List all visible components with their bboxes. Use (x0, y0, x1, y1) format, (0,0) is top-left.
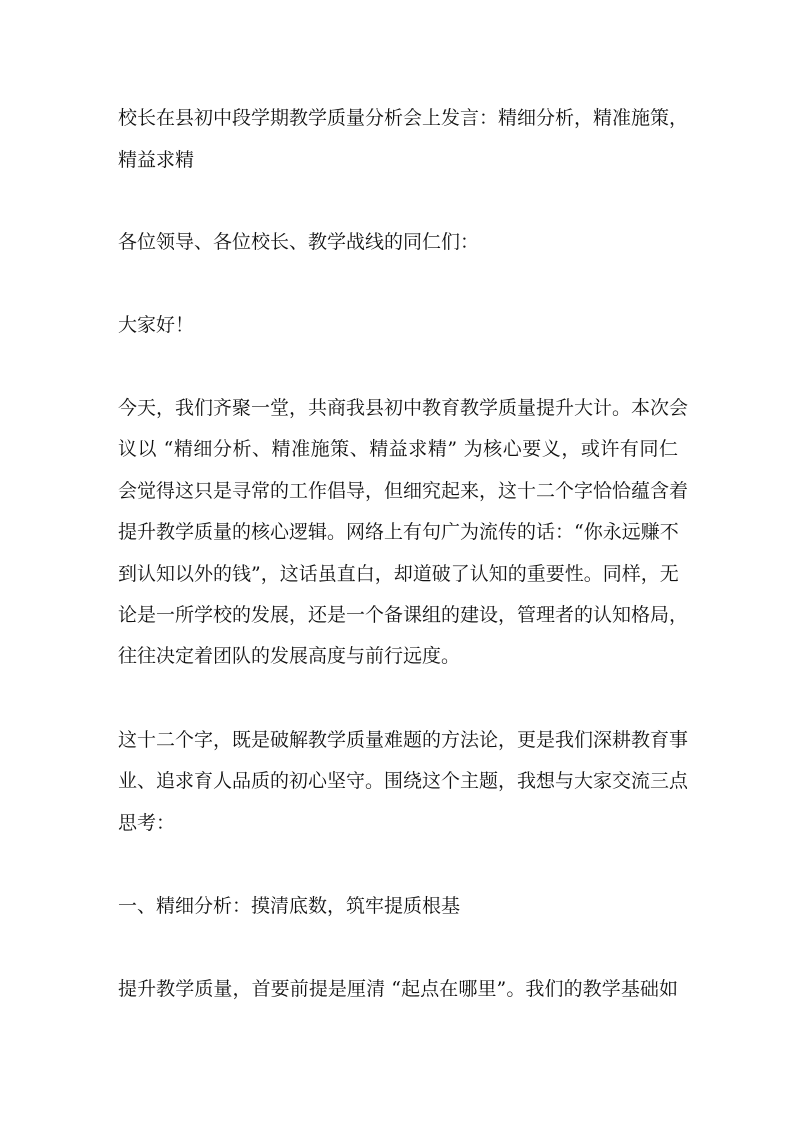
paragraph-line: 议以 “精细分析、精准施策、精益求精” 为核心要义，或许有同仁 (118, 438, 678, 460)
paragraph-line: 今天，我们齐聚一堂，共商我县初中教育教学质量提升大计。本次会 (118, 397, 689, 419)
paragraph-line: 提升教学质量，首要前提是厘清 “起点在哪里”。我们的教学基础如 (118, 978, 678, 1000)
paragraph-line: 业、追求育人品质的初心坚守。围绕这个主题，我想与大家交流三点 (118, 770, 689, 792)
document-title-line-2: 精益求精 (118, 149, 195, 171)
salutation: 各位领导、各位校长、教学战线的同仁们： (118, 231, 480, 253)
section-heading: 一、精细分析：摸清底数，筑牢提质根基 (118, 895, 461, 917)
paragraph-line: 到认知以外的钱”，这话虽直白，却道破了认知的重要性。同样，无 (118, 563, 679, 585)
paragraph-line: 会觉得这只是寻常的工作倡导，但细究起来，这十二个字恰恰蕴含着 (118, 480, 689, 502)
paragraph-line: 往往决定着团队的发展高度与前行远度。 (118, 645, 461, 667)
paragraph-line: 这十二个字，既是破解教学质量难题的方法论，更是我们深耕教育事 (118, 729, 689, 751)
greeting: 大家好！ (118, 314, 195, 336)
paragraph-line: 论是一所学校的发展，还是一个备课组的建设，管理者的认知格局， (118, 604, 689, 626)
document-title-line-1: 校长在县初中段学期教学质量分析会上发言：精细分析，精准施策， (118, 107, 689, 129)
paragraph-line: 提升教学质量的核心逻辑。网络上有句广为流传的话：“你永远赚不 (118, 521, 679, 543)
paragraph-line: 思考： (118, 812, 176, 834)
